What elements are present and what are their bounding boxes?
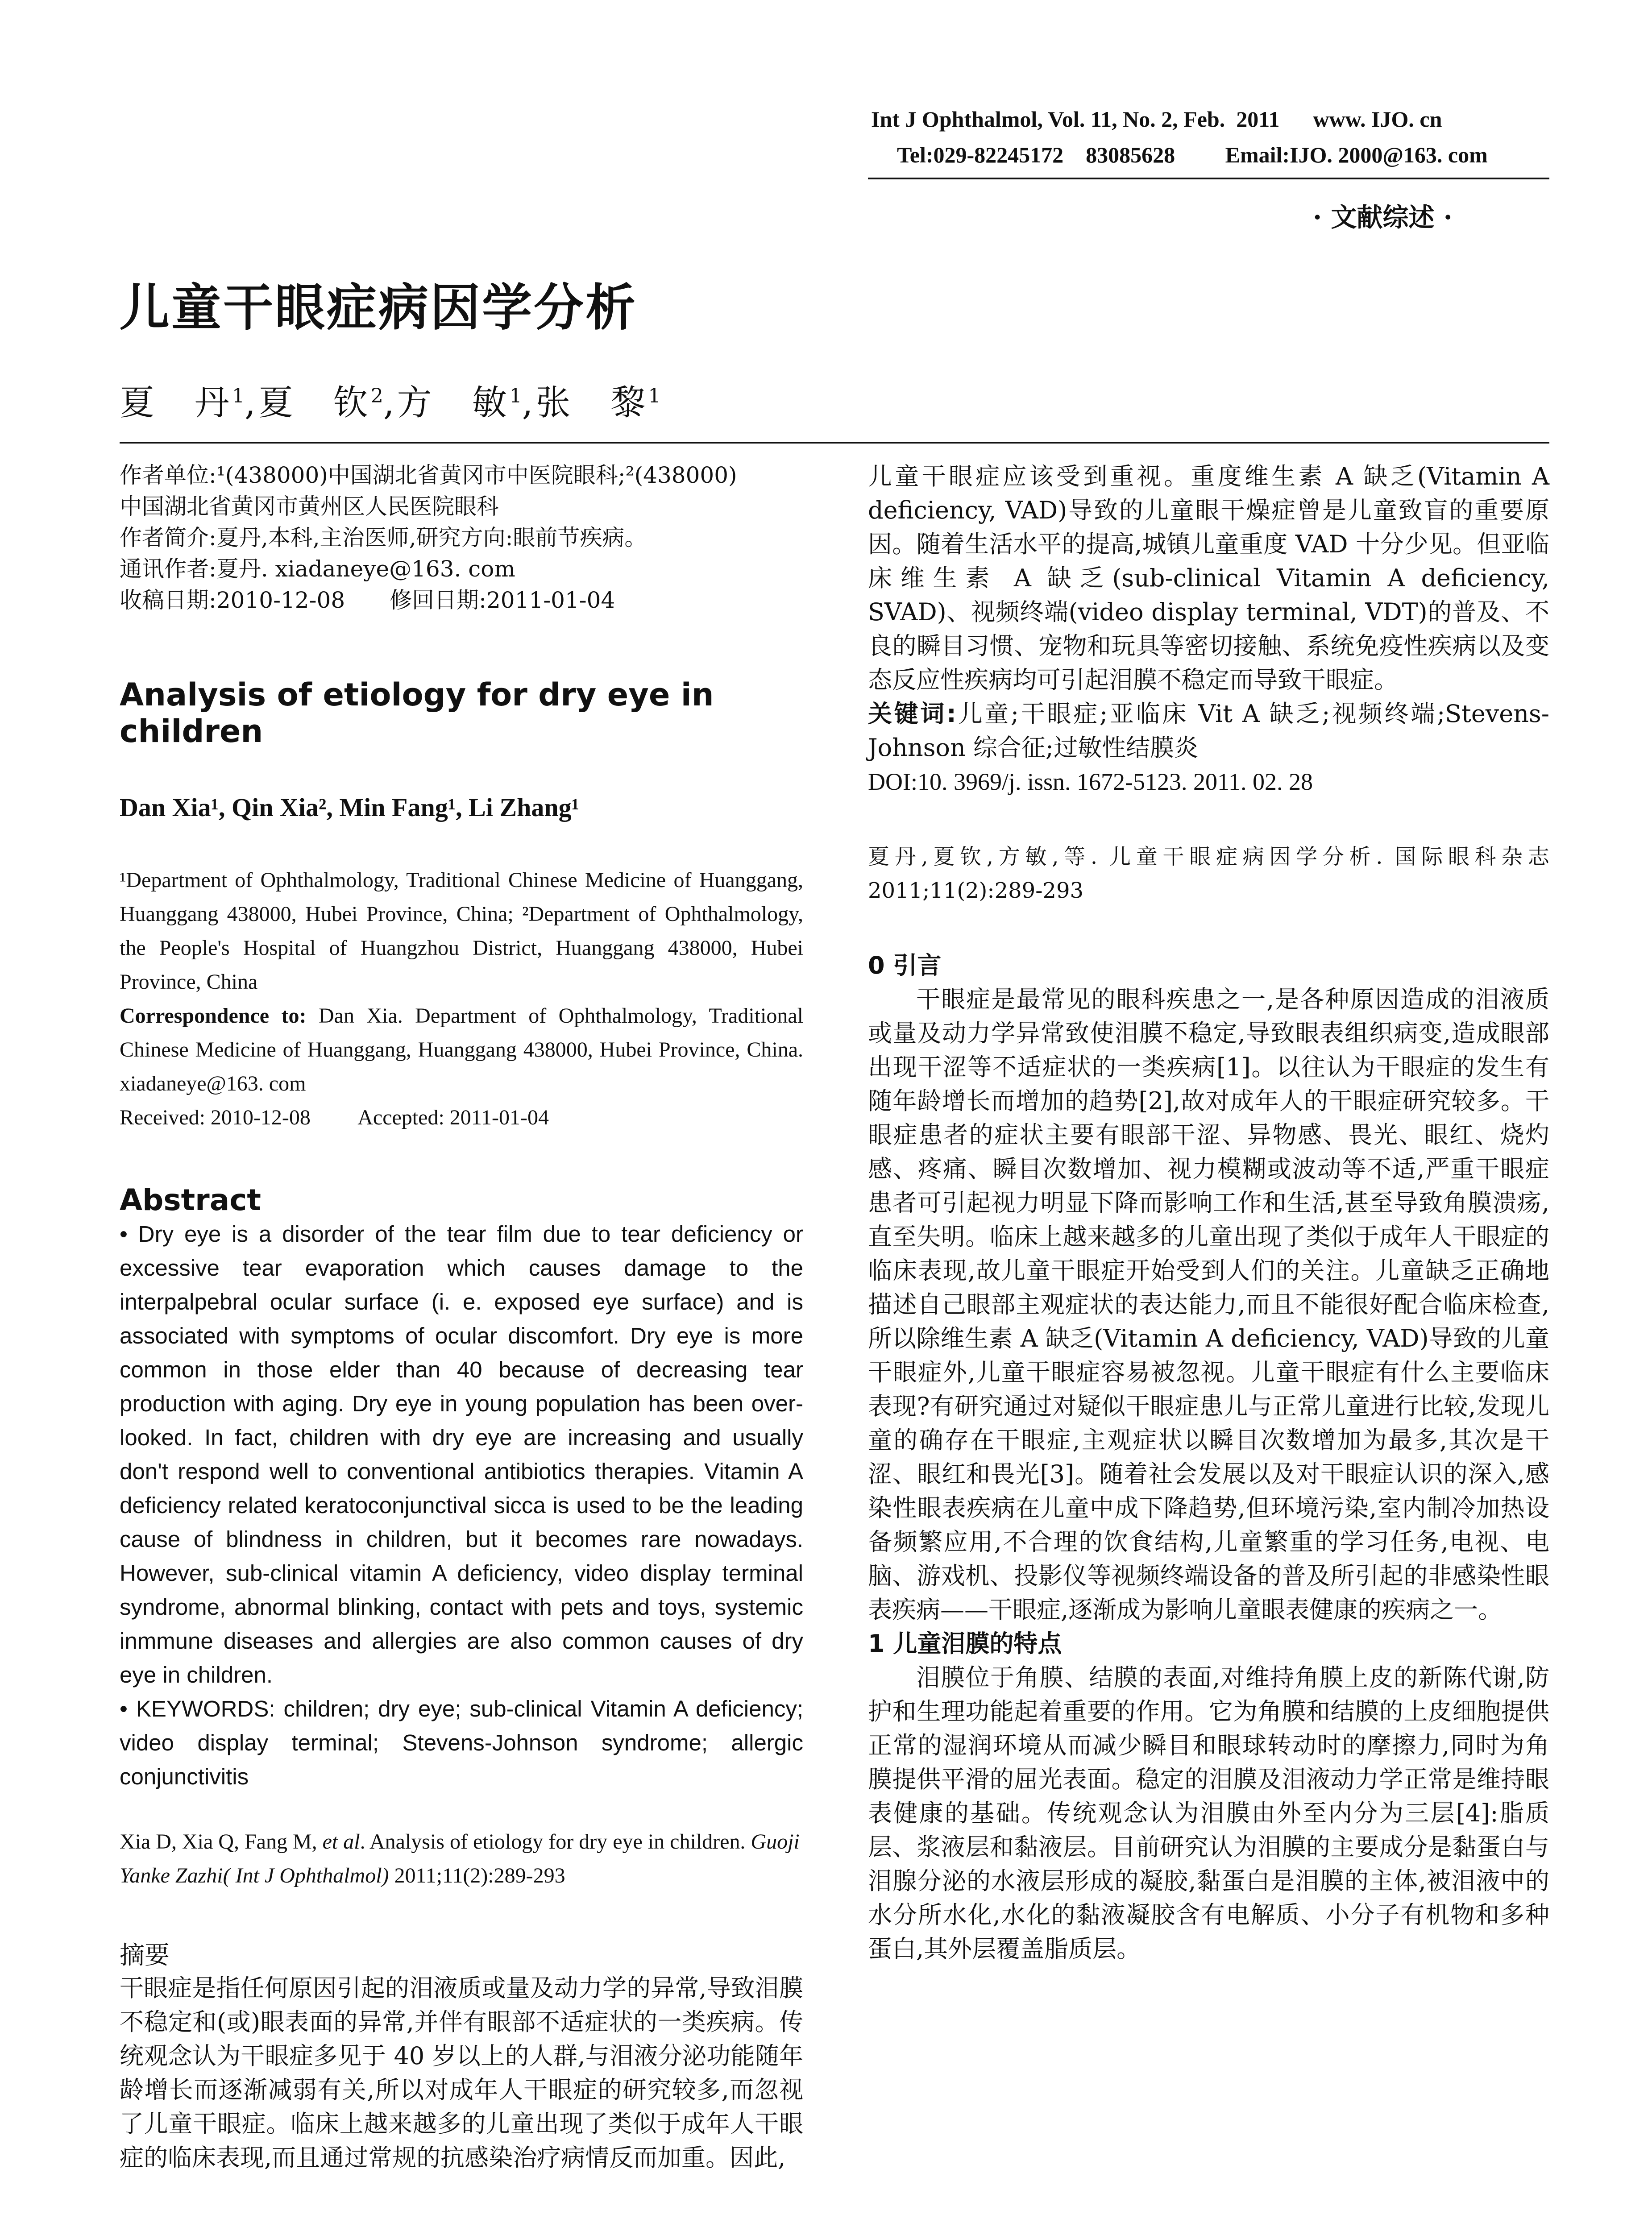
doi: DOI:10. 3969/j. issn. 1672-5123. 2011. 02. 28 — [868, 768, 1313, 795]
citation-etal: et al — [322, 1830, 360, 1854]
keywords-cn — [868, 697, 1549, 765]
affiliation-cn — [120, 460, 803, 616]
correspondence-en — [120, 999, 803, 1101]
author-name: 夏 钦 — [258, 383, 371, 423]
section-heading: 0 引言 — [868, 951, 942, 979]
keywords-cn-text: 儿童;干眼症;亚临床 Vit A 缺乏;视频终端;Stevens-Johnson 综合征;过敏性结膜炎 — [868, 700, 1549, 762]
author-name: 张 黎 — [535, 383, 648, 423]
citation-authors: Xia D, Xia Q, Fang M, — [120, 1830, 323, 1854]
paper-title-en: Analysis of etiology for dry eye in children — [120, 676, 714, 750]
abstract-heading-cn: 摘要 — [120, 1941, 170, 1970]
right-column — [868, 460, 1549, 1966]
left-column — [120, 460, 803, 2175]
author-affil-mark: 1 — [232, 385, 245, 407]
abstract-cn-continued — [868, 460, 1549, 799]
citation-en — [120, 1825, 803, 1893]
abstract-body-cn — [120, 1971, 803, 2175]
keywords-en: • KEYWORDS: children; dry eye; sub-clinical Vitamin A deficiency; video display terminal; Stevens-Johnson syndrome; allergic conjunctivitis — [120, 1696, 803, 1789]
journal-header-line2: Tel:029-82245172 83085628 Email:IJO. 2000@163. com — [897, 142, 1488, 167]
received-accepted-en: Received: 2010-12-08 Accepted: 2011-01-04 — [120, 1106, 549, 1129]
section-tag: · 文献综述 · — [1313, 202, 1453, 232]
affiliation-line: 作者单位:¹(438000)中国湖北省黄冈市中医院眼科;²(438000) — [120, 462, 737, 488]
author-affil-mark: 1 — [648, 385, 661, 407]
author-name: 方 敏 — [397, 383, 510, 423]
section-body: 干眼症是最常见的眼科疾患之一,是各种原因造成的泪液质或量及动力学异常致使泪膜不稳定,导致眼表组织病变,造成眼部出现干涩等不适症状的一类疾病[1]。以往认为干眼症的发生有随年龄增长而增加的趋势[2],故对成年人的干眼症研究较多。干眼症患者的症状主要有眼部干涩、异物感、畏光、眼红、烧灼感、疼痛、瞬目次数增加、视力模糊或波动等不适,严重干眼症患者可引起视力明显下降而影响工作和生活,甚至导致角膜溃疡,直至失明。临床上越来越多的儿童出现了类似于成年人干眼症的临床表现,故儿童干眼症开始受到人们的关注。儿童缺乏正确地描述自己眼部主观症状的表达能力,而且不能很好配合临床检查,所以除维生素 A 缺乏(Vitamin A deficiency, VAD)导致的儿童干眼症外,儿童干眼症容易被忽视。儿童干眼症有什么主要临床表现?有研究通过对疑似干眼症患儿与正常儿童进行比较,发现儿童的确存在干眼症,主观症状以瞬目次数增加为最多,其次是干涩、眼红和畏光[3]。随着社会发展以及对干眼症认识的深入,感染性眼表疾病在儿童中成下降趋势,但环境污染,室内制冷加热设备频繁应用,不合理的饮食结构,儿童繁重的学习任务,电视、电脑、游戏机、投影仪等视频终端设备的普及所引起的非感染性眼表疾病——干眼症,逐渐成为影响儿童眼表健康的疾病之一。 — [868, 985, 1549, 1624]
correspondence-label: Correspondence to: — [120, 1004, 307, 1028]
abstract-cn-text: 干眼症是指任何原因引起的泪液质或量及动力学的异常,导致泪膜不稳定和(或)眼表面的异常,并伴有眼部不适症状的一类疾病。传统观念认为干眼症多见于 40 岁以上的人群,与泪液分泌功能随年龄增长而逐渐减弱有关,所以对成年人干眼症的研究较多,而忽视了儿童干眼症。临床上越来越多的儿童出现了类似于成年人干眼症的临床表现,而且通过常规的抗感染治疗病情反而加重。因此, — [120, 1974, 803, 2172]
section-body: 泪膜位于角膜、结膜的表面,对维持角膜上皮的新陈代谢,防护和生理功能起着重要的作用。它为角膜和结膜的上皮细胞提供正常的湿润环境从而减少瞬目和眼球转动时的摩擦力,同时为角膜提供平滑的屈光表面。稳定的泪膜及泪液动力学正常是维持眼表健康的基础。传统观念认为泪膜由外至内分为三层[4]:脂质层、浆液层和黏液层。目前研究认为泪膜的主要成分是黏蛋白与泪腺分泌的水液层形成的凝胶,黏蛋白是泪膜的主体,被泪液中的水分所水化,水化的黏液凝胶含有电解质、小分子有机物和多种蛋白,其外层覆盖脂质层。 — [868, 1663, 1549, 1963]
citation-cn-text: 夏丹,夏钦,方敏,等. 儿童干眼症病因学分析. 国际眼科杂志 2011;11(2):289-293 — [868, 844, 1549, 903]
abstract-heading: Abstract — [120, 1183, 261, 1217]
header-rule — [868, 178, 1549, 179]
received-dates: 收稿日期:2010-12-08 修回日期:2011-01-04 — [120, 587, 615, 613]
affiliation-en — [120, 863, 803, 1135]
affiliation-line: 中国湖北省黄冈市黄州区人民医院眼科 — [120, 493, 499, 519]
authors-en: Dan Xia¹, Qin Xia², Min Fang¹, Li Zhang¹ — [120, 793, 579, 822]
section-introduction — [868, 949, 1549, 1966]
title-rule — [120, 442, 1549, 444]
abstract-body-en: • Dry eye is a disorder of the tear film due to tear deficiency or excessive tear evaporation which causes damage to the interpalpebral ocular surface (i. e. exposed eye surface) and is associated with symptoms of ocular discomfort. Dry eye is more common in those elder than 40 because of decreasing tear production with aging. Dry eye in young population has been over-looked. In fact, children with dry eye are increasing and usually don't respond well to conventional antibiotics therapies. Vitamin A deficiency related keratoconjunctival sicca is used to be the leading cause of blindness in children, but it becomes rare nowadays. However, sub-clinical vitamin A deficiency, video display terminal syndrome, abnormal blinking, contact with pets and toys, systemic inmmune diseases and allergies are also common causes of dry eye in children. — [120, 1221, 803, 1688]
affiliation-en-text: ¹Department of Ophthalmology, Traditional Chinese Medicine of Huanggang, Huanggang 438000, Hubei Province, China; ²Department of Ophthalmology, the People's Hospital of Huangzhou District, Huanggang 438000, Hubei Province, China — [120, 868, 803, 994]
journal-header-line1: Int J Ophthalmol, Vol. 11, No. 2, Feb. 2011 www. IJO. cn — [871, 107, 1442, 132]
author-name: 夏 丹 — [120, 383, 232, 423]
author-affil-mark: 2 — [370, 385, 383, 407]
citation-cn — [868, 840, 1549, 908]
author-bio: 作者简介:夏丹,本科,主治医师,研究方向:眼前节疾病。 — [120, 525, 647, 551]
authors-cn: 夏 丹$^1$,夏 钦$^2$,方 敏$^1$,张 黎$^1$ — [120, 383, 661, 423]
citation-journal: Guoji Yanke Zazhi( Int J Ophthalmol) — [120, 1830, 800, 1887]
corresponding-author: 通讯作者:夏丹. xiadaneye@163. com — [120, 556, 515, 582]
citation-title: . Analysis of etiology for dry eye in children. — [360, 1830, 751, 1854]
paper-title-cn: 儿童干眼症病因学分析 — [120, 279, 637, 337]
citation-volume: 2011;11(2):289-293 — [389, 1864, 565, 1887]
section-heading: 1 儿童泪膜的特点 — [868, 1630, 1062, 1658]
correspondence-text: Dan Xia. Department of Ophthalmology, Traditional Chinese Medicine of Huanggang, Huanggang 438000, Hubei Province, China. xiadaneye@163. com — [120, 1004, 803, 1095]
keywords-cn-label: 关键词: — [868, 700, 956, 728]
abstract-cn-continued-text: 儿童干眼症应该受到重视。重度维生素 A 缺乏(Vitamin A deficiency, VAD)导致的儿童眼干燥症曾是儿童致盲的重要原因。随着生活水平的提高,城镇儿童重度 VAD 十分少见。但亚临床维生素 A 缺乏(sub-clinical Vitamin A deficiency, SVAD)、视频终端(video display terminal, VDT)的普及、不良的瞬目习惯、宠物和玩具等密切接触、系统免疫性疾病以及变态反应性疾病均可引起泪膜不稳定而导致干眼症。 — [868, 462, 1549, 694]
author-affil-mark: 1 — [509, 385, 522, 407]
